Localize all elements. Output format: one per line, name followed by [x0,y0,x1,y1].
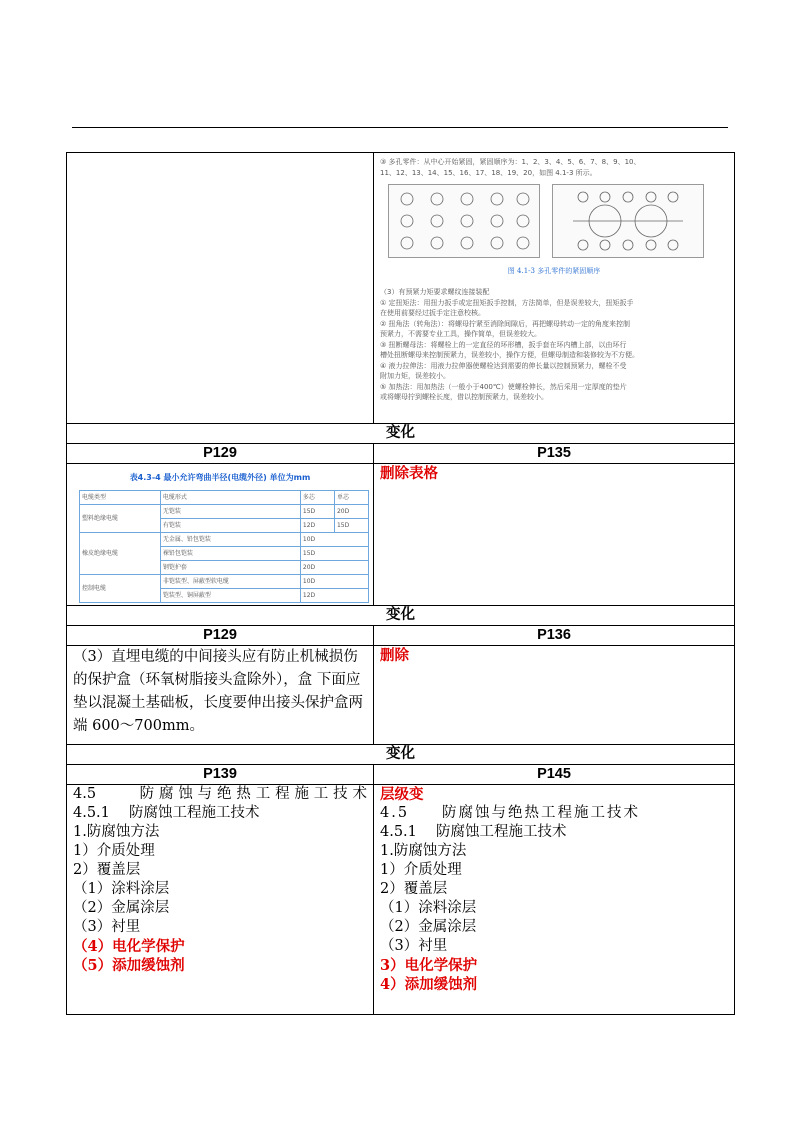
section-heading: 4.5 防腐蚀与绝热工程施工技术 [380,805,641,821]
change-label: 变化 [67,745,735,765]
table-row [67,464,735,606]
right-page-number: P135 [374,444,735,464]
right-content-cell [374,464,735,606]
left-content-cell [67,646,374,745]
right-content-cell [374,646,735,745]
figure-text-bottom: （3）有预紧力矩要求螺纹连接装配 ① 定扭矩法：用扭力扳手或定扭矩扳手控制，方法简单，但是误差较大，扭矩扳手 在使用前要经过扳手定注意校核。 ② 扭角法（转角法）：将螺母拧紧至消除间隙后，再把螺母转动一定的角度来控制 预紧力，不需要专业工具，操作简单，但误差较大。 ③ 扭断螺母法：将螺栓上的一定直径的环形槽，扳手套在环内槽上部，以由环行 槽处扭断螺母来控制预紧力，误差较小，操作方便，但螺母制造和装修较为不方便。 ④ 液力拉伸法：用液力拉伸器使螺栓达到需要的伸长量以控制预紧力，螺栓不受 附加力矩，误差较小。 ⑤ 加热法：用加热法（一般小于400℃）使螺栓伸长，然后采用一定厚度的垫片 或将螺母拧到螺栓长度，借以控制预紧力，误差较小。 [380,288,639,401]
section-heading: 4.5 防腐蚀与绝热工程施工技术 [73,786,367,802]
left-page-number: P129 [67,626,374,646]
right-content-cell: 层级变 4.5 防腐蚀与绝热工程施工技术 4.5.1 防腐蚀工程施工技术 1.防腐蚀方法 1）介质处理 2）覆盖层 （1）涂料涂层 （2）金属涂层 （3）衬里 3）电化学保护 4）添加缓蚀剂 [374,785,735,1015]
table-row [67,785,735,1015]
bolt-diagram-left [388,184,540,258]
highlighted-item: （5）添加缓蚀剂 [73,957,185,974]
highlighted-item: （4）电化学保护 [73,938,185,955]
table-row [67,765,735,785]
cable-bend-radius-table: 电缆类型 电缆形式 多芯 单芯 塑料绝缘电缆 无铠装 15D 20D 有铠装 12D 15D 橡皮绝缘电缆 无金属、铅包铠装 10D 裸铅包铠装 15D 钢铠护套 20D 控制电缆 非铠装型、屏蔽型软电缆 10D 铠装型、铜屏蔽型 12D [79,490,369,603]
left-content-cell: 4.5 防腐蚀与绝热工程施工技术 4.5.1 防腐蚀工程施工技术 1.防腐蚀方法 1）介质处理 2）覆盖层 （1）涂料涂层 （2）金属涂层 （3）衬里 （4）电化学保护 （5）添加缓蚀剂 [67,785,374,1015]
bolt-diagram-right [552,184,704,258]
header-rule [72,127,728,128]
highlighted-item: 4）添加缓蚀剂 [380,976,478,993]
table-row [67,745,735,765]
change-label: 变化 [67,424,735,444]
right-page-number: P145 [374,765,735,785]
deleted-note: 删除 [380,647,409,664]
table-row [67,626,735,646]
figure-cell [374,153,735,424]
table-row [67,646,735,745]
cable-joint-text: （3）直埋电缆的中间接头应有防止机械损伤的保护盒（环氧树脂接头盒除外），盒 下面应垫以混凝土基础板，长度要伸出接头保护盒两端 600～700mm。 [73,649,363,734]
cable-table-cell [67,464,374,606]
table-row [67,153,735,424]
figure-caption: 图 4.1-3 多孔零件的紧固顺序 [507,267,601,275]
cable-table-title: 表4.3-4 最小允许弯曲半径(电缆外径) 单位为mm [129,473,311,482]
empty-cell [67,153,374,424]
table-row [67,444,735,464]
left-page-number: P129 [67,444,374,464]
right-page-number: P136 [374,626,735,646]
table-row [67,424,735,444]
deleted-table-note: 删除表格 [380,465,438,482]
change-label: 变化 [67,606,735,626]
level-change-note: 层级变 [380,786,424,803]
highlighted-item: 3）电化学保护 [380,957,478,974]
bolt-order-diagrams [388,184,728,258]
table-row [67,606,735,626]
left-page-number: P139 [67,765,374,785]
comparison-table [66,152,735,1015]
figure-text-top: ③ 多孔零件：从中心开始紧固，紧固顺序为：1、2、3、4、5、6、7、8、9、10、 11、12、13、14、15、16、17、18、19、20，如图 4.1-3 所示。 [380,158,641,177]
